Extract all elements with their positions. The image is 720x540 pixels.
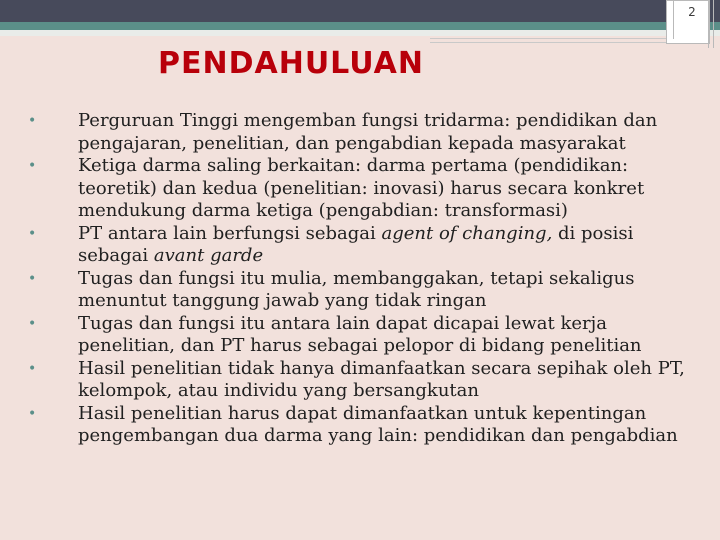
bullet-text: Tugas dan fungsi itu mulia, membanggakan, tetapi sekaligus menuntut tanggung jawab yang tidak ringan xyxy=(78,267,635,311)
bullet-marker: • xyxy=(28,405,37,422)
bullet-marker: • xyxy=(28,270,37,287)
bullet-marker: • xyxy=(28,225,37,242)
bullet-emphasis: avant garde xyxy=(153,245,264,266)
list-item xyxy=(28,268,698,313)
list-item xyxy=(28,313,698,358)
list-item xyxy=(28,358,698,403)
bullet-marker: • xyxy=(28,360,37,377)
list-item xyxy=(28,155,698,223)
bullet-text: Tugas dan fungsi itu antara lain dapat dicapai lewat kerja penelitian, dan PT harus sebagai pelopor di bidang penelitian xyxy=(78,312,642,356)
edge-line xyxy=(708,0,709,48)
bullet-marker: • xyxy=(28,158,37,174)
accent-stripe xyxy=(0,22,720,30)
bullet-marker: • xyxy=(28,315,37,332)
list-item xyxy=(28,223,698,268)
bullet-text-mid: di posisi sebagai xyxy=(78,222,634,266)
bullet-list xyxy=(28,110,698,448)
bullet-text-pre: PT antara lain berfungsi sebagai xyxy=(78,222,382,244)
header-rule xyxy=(430,42,666,43)
light-stripe xyxy=(0,30,720,36)
slide-title: PENDAHULUAN xyxy=(158,46,424,81)
bullet-text: Hasil penelitian harus dapat dimanfaatkan untuk kepentingan pengembangan dua darma yang lain: pendidikan dan pengabdian xyxy=(78,402,678,446)
slide-number: 2 xyxy=(688,5,696,19)
bullet-marker: • xyxy=(28,113,37,129)
bullet-text: Perguruan Tinggi mengemban fungsi tridarma: pendidikan dan pengajaran, penelitian, dan pengabdian kepada masyarakat xyxy=(78,110,658,154)
list-item xyxy=(28,403,698,448)
edge-line xyxy=(713,0,714,48)
bullet-emphasis: agent of changing, xyxy=(381,222,553,244)
bullet-text: Ketiga darma saling berkaitan: darma pertama (pendidikan: teoretik) dan kedua (penelitian: inovasi) harus secara konkret mendukung darma ketiga (pengabdian: transformasi) xyxy=(78,155,645,221)
top-bar xyxy=(0,0,720,22)
header-rule xyxy=(430,38,666,39)
list-item xyxy=(28,110,698,155)
bullet-text: Hasil penelitian tidak hanya dimanfaatkan secara sepihak oleh PT, kelompok, atau individu yang bersangkutan xyxy=(78,357,685,401)
